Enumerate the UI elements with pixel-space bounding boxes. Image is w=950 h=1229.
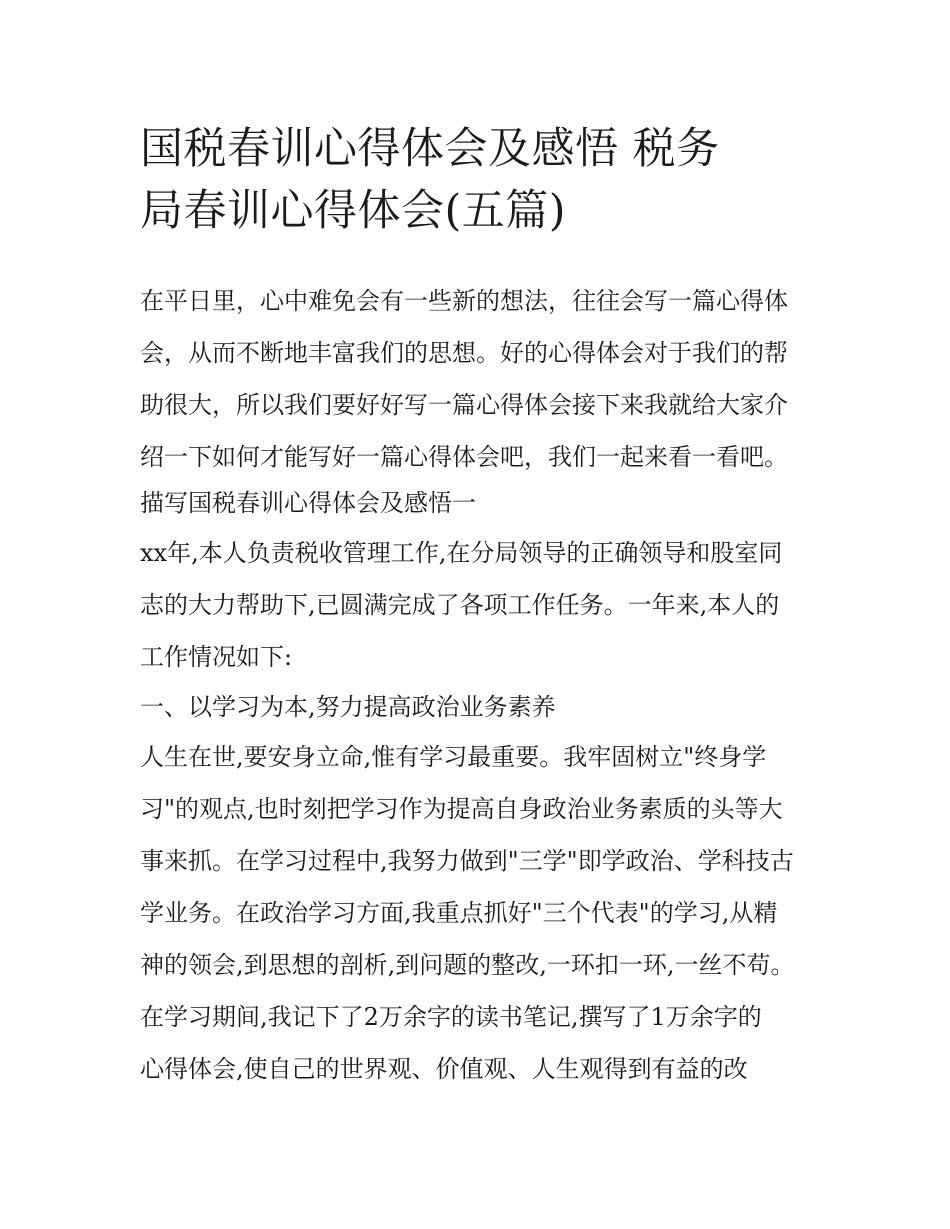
section-heading: 描写国税春训心得体会及感悟一 bbox=[140, 489, 476, 517]
body-line: 人生在世,要安身立命,惟有学习最重要。我牢固树立"终身学 bbox=[140, 743, 767, 771]
title-line-2: 局春训心得体会(五篇) bbox=[140, 186, 567, 236]
title-line-1: 国税春训心得体会及感悟 税务 bbox=[140, 124, 720, 174]
body-line: 心得体会,使自己的世界观、价值观、人生观得到有益的改 bbox=[140, 1055, 748, 1083]
body-line: 绍一下如何才能写好一篇心得体会吧，我们一起来看一看吧。 bbox=[140, 443, 788, 471]
body-line: 在平日里，心中难免会有一些新的想法，往往会写一篇心得体 bbox=[140, 287, 788, 315]
subsection-heading: 一、以学习为本,努力提高政治业务素养 bbox=[140, 693, 556, 721]
body-line: 习"的观点,也时刻把学习作为提高自身政治业务素质的头等大 bbox=[140, 795, 783, 823]
body-line: 工作情况如下: bbox=[140, 643, 293, 671]
body-line: 会，从而不断地丰富我们的思想。好的心得体会对于我们的帮 bbox=[140, 339, 788, 367]
body-line: 助很大，所以我们要好好写一篇心得体会接下来我就给大家介 bbox=[140, 391, 788, 419]
body-line: 事来抓。在学习过程中,我努力做到"三学"即学政治、学科技古 bbox=[140, 847, 794, 875]
body-line: 志的大力帮助下,已圆满完成了各项工作任务。一年来,本人的 bbox=[140, 591, 780, 619]
body-line: 在学习期间,我记下了2万余字的读书笔记,撰写了1万余字的 bbox=[140, 1003, 762, 1031]
document-title bbox=[140, 118, 830, 242]
body-line: xx年,本人负责税收管理工作,在分局领导的正确领导和股室同 bbox=[140, 539, 783, 567]
body-line: 学业务。在政治学习方面,我重点抓好"三个代表"的学习,从精 bbox=[140, 899, 778, 927]
body-line: 神的领会,到思想的剖析,到问题的整改,一环扣一环,一丝不苟。 bbox=[140, 951, 795, 979]
